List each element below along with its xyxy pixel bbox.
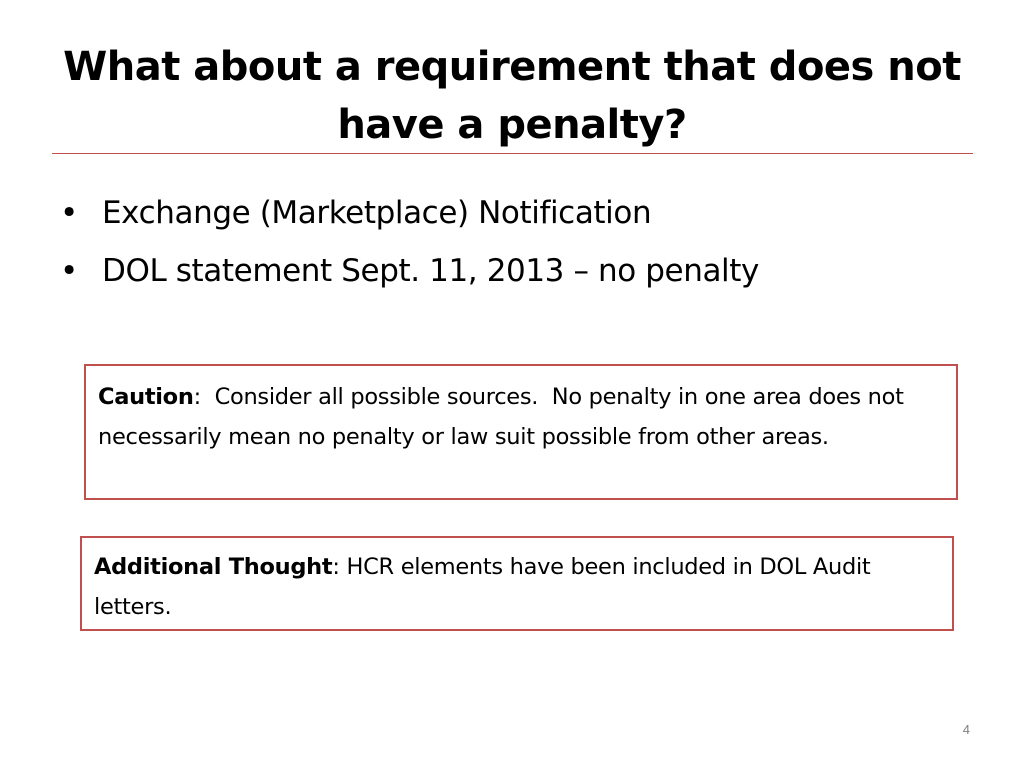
page-number: 4: [962, 722, 970, 737]
additional-thought-text: HCR elements have been included in DOL Audit letters.: [94, 554, 871, 620]
caution-label: Caution: [98, 384, 194, 410]
bullet-item: [56, 190, 759, 248]
additional-thought-separator: :: [332, 554, 347, 580]
bullet-item: [56, 248, 759, 306]
bullet-icon: •: [60, 195, 78, 231]
bullet-list: [56, 190, 759, 306]
caution-text: Consider all possible sources. No penalty in one area does not necessarily mean no penalty or law suit possible from other areas.: [98, 384, 911, 450]
title-divider: [52, 153, 973, 154]
bullet-text: Exchange (Marketplace) Notification: [102, 195, 652, 231]
caution-separator: :: [193, 384, 215, 410]
bullet-text: DOL statement Sept. 11, 2013 – no penalty: [102, 253, 759, 289]
caution-box: [84, 364, 958, 500]
slide-title: What about a requirement that does not have a penalty?: [63, 44, 961, 148]
bullet-icon: •: [60, 253, 78, 289]
additional-thought-label: Additional Thought: [94, 554, 333, 580]
additional-thought-box: [80, 536, 954, 631]
